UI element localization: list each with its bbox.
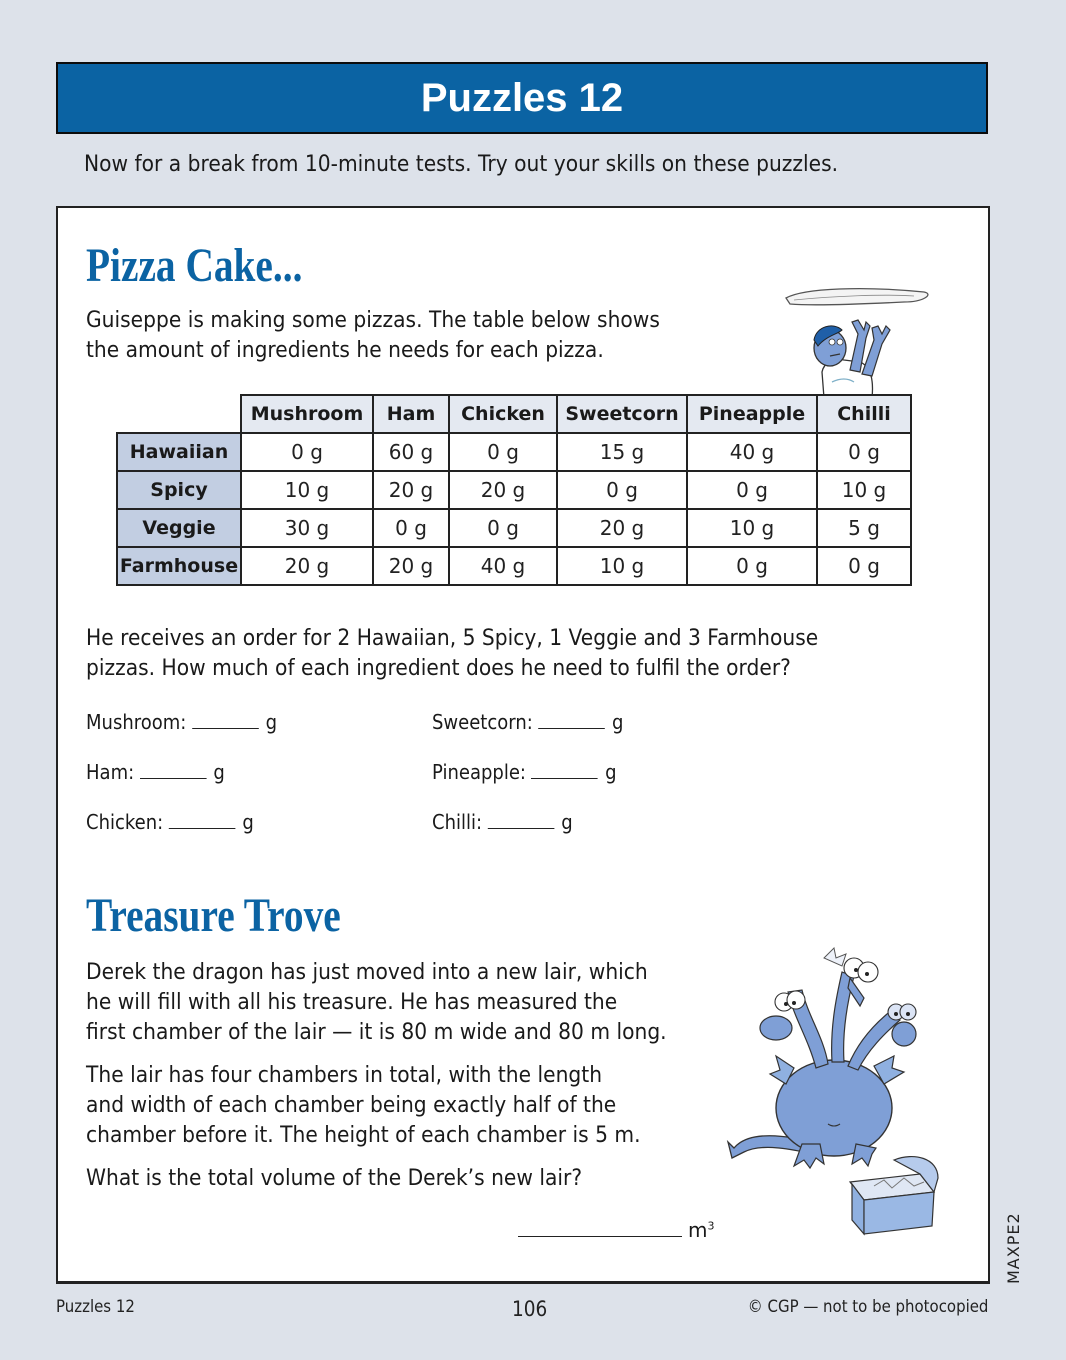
answer-unit: g xyxy=(612,710,624,734)
pizza-section-title: Pizza Cake... xyxy=(86,239,303,292)
footer-section-name: Puzzles 12 xyxy=(56,1297,135,1317)
table-row xyxy=(117,433,911,471)
answer-unit: g xyxy=(213,760,225,784)
row-header: Spicy xyxy=(117,471,241,509)
ingredients-table xyxy=(116,394,912,586)
column-header: Chicken xyxy=(449,395,557,433)
table-corner xyxy=(117,395,241,433)
dragon-icon xyxy=(728,948,916,1168)
answer-label: Mushroom: xyxy=(86,710,187,734)
table-cell: 0 g xyxy=(557,471,687,509)
table-cell: 0 g xyxy=(687,547,817,585)
answer-blank[interactable] xyxy=(140,777,207,779)
answer-unit: g xyxy=(242,810,254,834)
product-code: MAXPE2 xyxy=(1004,1212,1023,1284)
row-header: Farmhouse xyxy=(117,547,241,585)
pizza-intro-line: Guiseppe is making some pizzas. The table below shows xyxy=(86,308,660,333)
table-cell: 20 g xyxy=(241,547,373,585)
column-header: Mushroom xyxy=(241,395,373,433)
answer-ham xyxy=(86,760,225,784)
answer-unit: g xyxy=(605,760,617,784)
answer-pineapple xyxy=(432,760,617,784)
pizza-dough-icon xyxy=(786,289,928,305)
table-cell: 10 g xyxy=(687,509,817,547)
answer-sweetcorn xyxy=(432,710,623,734)
pizza-question-line: He receives an order for 2 Hawaiian, 5 Spicy, 1 Veggie and 3 Farmhouse xyxy=(86,626,819,651)
column-header: Ham xyxy=(373,395,449,433)
table-cell: 0 g xyxy=(241,433,373,471)
treasure-para-line: first chamber of the lair — it is 80 m wide and 80 m long. xyxy=(86,1020,667,1045)
table-cell: 40 g xyxy=(687,433,817,471)
answer-unit: g xyxy=(265,710,277,734)
table-cell: 20 g xyxy=(557,509,687,547)
table-cell: 20 g xyxy=(373,547,449,585)
treasure-section-title: Treasure Trove xyxy=(86,889,341,942)
table-cell: 0 g xyxy=(449,433,557,471)
table-cell: 10 g xyxy=(557,547,687,585)
pizza-chef-illustration xyxy=(774,278,944,400)
pizza-intro-line: the amount of ingredients he needs for each pizza. xyxy=(86,338,604,363)
table-header-row xyxy=(117,395,911,433)
table-cell: 5 g xyxy=(817,509,911,547)
page-title: Puzzles 12 xyxy=(420,75,624,120)
table-cell: 30 g xyxy=(241,509,373,547)
pizza-question-line: pizzas. How much of each ingredient does he need to fulfil the order? xyxy=(86,656,791,681)
pizza-intro xyxy=(86,306,660,366)
table-cell: 20 g xyxy=(449,471,557,509)
answer-chilli xyxy=(432,810,573,834)
answer-label: Chicken: xyxy=(86,810,164,834)
volume-answer-blank[interactable] xyxy=(518,1236,682,1237)
treasure-question: What is the total volume of the Derek’s new lair? xyxy=(86,1166,583,1191)
pizza-question xyxy=(86,624,818,684)
table-cell: 15 g xyxy=(557,433,687,471)
answer-blank[interactable] xyxy=(487,827,554,829)
answer-blank[interactable] xyxy=(169,827,236,829)
page-title-bar xyxy=(56,62,988,134)
treasure-para-line: chamber before it. The height of each chamber is 5 m. xyxy=(86,1123,641,1148)
table-cell: 10 g xyxy=(241,471,373,509)
row-header: Hawaiian xyxy=(117,433,241,471)
table-cell: 0 g xyxy=(817,547,911,585)
chef-icon xyxy=(814,320,890,398)
table-cell: 40 g xyxy=(449,547,557,585)
treasure-chest-icon xyxy=(850,1157,938,1234)
table-cell: 0 g xyxy=(687,471,817,509)
treasure-para-line: The lair has four chambers in total, with the length xyxy=(86,1063,603,1088)
row-header: Veggie xyxy=(117,509,241,547)
dragon-treasure-illustration xyxy=(724,938,954,1238)
volume-unit: m xyxy=(688,1218,708,1242)
column-header: Sweetcorn xyxy=(557,395,687,433)
puzzle-panel xyxy=(56,206,990,1284)
table-cell: 0 g xyxy=(449,509,557,547)
treasure-para-2 xyxy=(86,1061,641,1151)
answer-chicken xyxy=(86,810,254,834)
answer-blank[interactable] xyxy=(531,777,598,779)
treasure-para-line: and width of each chamber being exactly half of the xyxy=(86,1093,617,1118)
table-cell: 10 g xyxy=(817,471,911,509)
page-number: 106 xyxy=(512,1297,548,1321)
answer-label: Chilli: xyxy=(432,810,483,834)
table-row xyxy=(117,547,911,585)
treasure-para-line: he will fill with all his treasure. He has measured the xyxy=(86,990,618,1015)
answer-blank[interactable] xyxy=(538,727,605,729)
table-cell: 60 g xyxy=(373,433,449,471)
treasure-para-1 xyxy=(86,958,667,1048)
volume-answer xyxy=(518,1218,714,1242)
table-cell: 0 g xyxy=(817,433,911,471)
volume-unit-exponent: 3 xyxy=(707,1219,715,1233)
table-cell: 20 g xyxy=(373,471,449,509)
answer-label: Ham: xyxy=(86,760,135,784)
column-header: Chilli xyxy=(817,395,911,433)
treasure-para-line: Derek the dragon has just moved into a new lair, which xyxy=(86,960,648,985)
answer-unit: g xyxy=(561,810,573,834)
column-header: Pineapple xyxy=(687,395,817,433)
table-row xyxy=(117,471,911,509)
intro-text: Now for a break from 10-minute tests. Try out your skills on these puzzles. xyxy=(84,152,839,177)
answer-label: Pineapple: xyxy=(432,760,526,784)
answer-mushroom xyxy=(86,710,277,734)
table-cell: 0 g xyxy=(373,509,449,547)
table-row xyxy=(117,509,911,547)
answer-label: Sweetcorn: xyxy=(432,710,533,734)
answer-blank[interactable] xyxy=(192,727,259,729)
copyright-notice: © CGP — not to be photocopied xyxy=(747,1297,988,1317)
